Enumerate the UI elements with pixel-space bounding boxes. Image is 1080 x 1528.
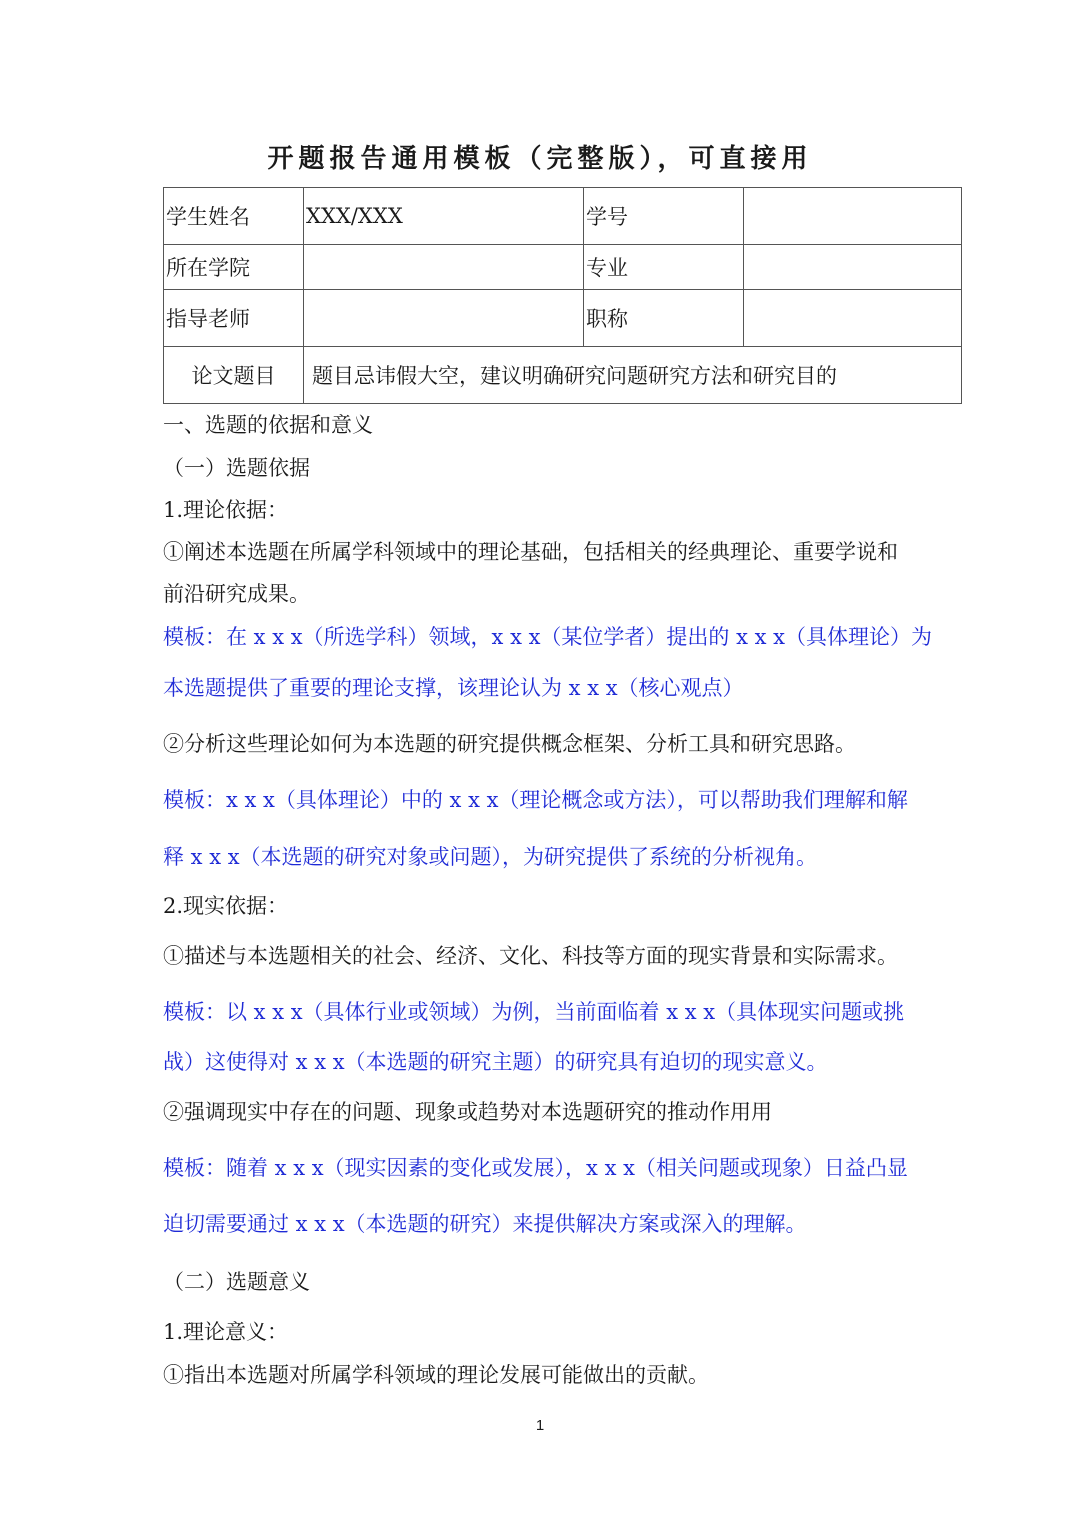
template-text: 释 x x x（本选题的研究对象或问题），为研究提供了系统的分析视角。 <box>163 845 818 869</box>
advisor-label: 指导老师 <box>164 290 304 347</box>
document-title: 开题报告通用模板（完整版），可直接用 <box>267 144 813 174</box>
student-info-table <box>163 187 962 404</box>
paragraph-heading: 2.现实依据： <box>163 894 289 918</box>
major-label: 专业 <box>584 245 744 290</box>
table-row <box>164 188 962 245</box>
template-text: 模板：随着 x x x（现实因素的变化或发展），x x x（相关问题或现象）日益凸显 <box>163 1156 908 1180</box>
template-text: 战）这使得对 x x x（本选题的研究主题）的研究具有迫切的现实意义。 <box>163 1050 828 1074</box>
paragraph-heading: 1.理论意义： <box>163 1320 289 1344</box>
topic-value: 题目忌讳假大空，建议明确研究问题研究方法和研究目的 <box>304 347 962 404</box>
table-row <box>164 290 962 347</box>
title-rank-label: 职称 <box>584 290 744 347</box>
template-text: 迫切需要通过 x x x（本选题的研究）来提供解决方案或深入的理解。 <box>163 1212 807 1236</box>
template-text: 模板：以 x x x（具体行业或领域）为例，当前面临着 x x x（具体现实问题或挑 <box>163 1000 905 1024</box>
college-value <box>304 245 584 290</box>
template-text: 模板：x x x（具体理论）中的 x x x（理论概念或方法），可以帮助我们理解和解 <box>163 788 908 812</box>
student-name-value: XXX/XXX <box>304 188 584 245</box>
table-row <box>164 245 962 290</box>
table-row <box>164 347 962 404</box>
body-text: ①描述与本选题相关的社会、经济、文化、科技等方面的现实背景和实际需求。 <box>163 944 898 968</box>
section-heading: 一、选题的依据和意义 <box>163 413 373 437</box>
paragraph-heading: 1.理论依据： <box>163 498 289 522</box>
body-text: 前沿研究成果。 <box>163 582 310 606</box>
advisor-value <box>304 290 584 347</box>
body-text: ②分析这些理论如何为本选题的研究提供概念框架、分析工具和研究思路。 <box>163 732 856 756</box>
student-id-label: 学号 <box>584 188 744 245</box>
page-number: 1 <box>535 1417 545 1434</box>
template-text: 本选题提供了重要的理论支撑，该理论认为 x x x（核心观点） <box>163 676 744 700</box>
major-value <box>744 245 962 290</box>
college-label: 所在学院 <box>164 245 304 290</box>
topic-label: 论文题目 <box>164 347 304 404</box>
subsection-heading: （二）选题意义 <box>163 1270 310 1294</box>
subsection-heading: （一）选题依据 <box>163 456 310 480</box>
body-text: ①阐述本选题在所属学科领域中的理论基础，包括相关的经典理论、重要学说和 <box>163 540 898 564</box>
student-id-value <box>744 188 962 245</box>
body-text: ②强调现实中存在的问题、现象或趋势对本选题研究的推动作用用 <box>163 1100 772 1124</box>
title-rank-value <box>744 290 962 347</box>
body-text: ①指出本选题对所属学科领域的理论发展可能做出的贡献。 <box>163 1363 709 1387</box>
template-text: 模板：在 x x x（所选学科）领域，x x x（某位学者）提出的 x x x（具体理论）为 <box>163 625 932 649</box>
student-name-label: 学生姓名 <box>164 188 304 245</box>
